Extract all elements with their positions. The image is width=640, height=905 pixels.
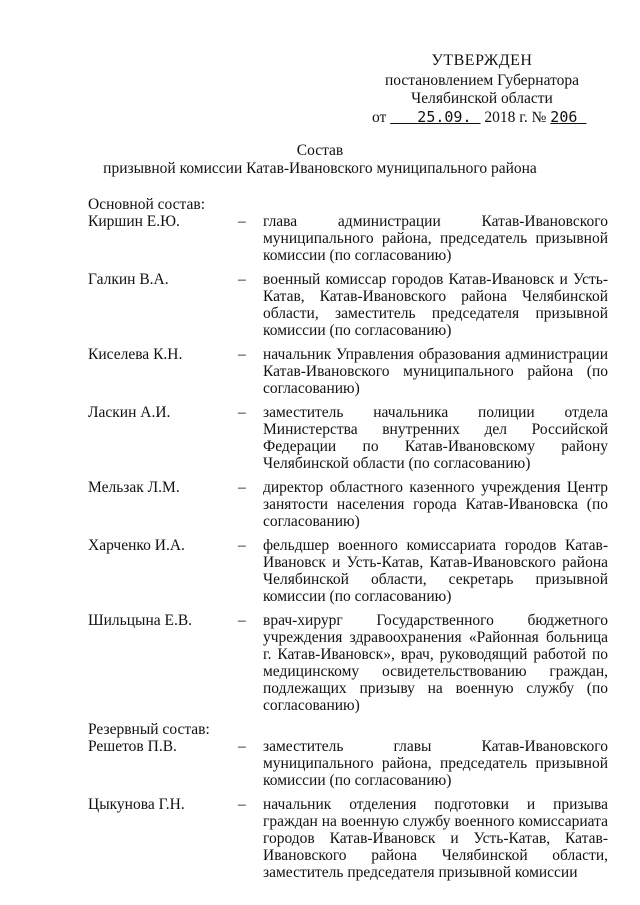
member-name: Киршин Е.Ю. <box>88 213 180 230</box>
member-role: директор областного казенного учреждения Центр занятости населения города Катав-Ивановска (по согласованию) <box>263 479 608 530</box>
member-name: Цыкунова Г.Н. <box>88 796 185 813</box>
approval-prefix: от <box>372 109 387 126</box>
approval-line-1: постановлением Губернатора <box>384 72 580 89</box>
member-dash: – <box>238 612 246 629</box>
member-row <box>88 213 608 264</box>
member-row <box>88 271 608 339</box>
member-dash: – <box>238 738 246 755</box>
member-role: глава администрации Катав-Ивановского муниципального района, председатель призывной комиссии (по согласованию) <box>263 213 608 264</box>
member-name: Мельзак Л.М. <box>88 479 180 496</box>
member-row <box>88 479 608 530</box>
member-role: заместитель начальника полиции отдела Министерства внутренних дел Российской Федерации по Катав-Ивановскому району Челябинской области (по согласованию) <box>263 404 608 472</box>
member-name: Галкин В.А. <box>88 271 169 288</box>
member-row <box>88 346 608 397</box>
member-dash: – <box>238 404 246 421</box>
member-row <box>88 612 608 714</box>
reserve-section-heading: Резервный состав: <box>88 721 210 738</box>
approval-heading: УТВЕРЖДЕН <box>431 52 533 69</box>
member-role: фельдшер военного комиссариата городов Катав-Ивановск и Усть-Катав, Катав-Ивановского района Челябинской области, секретарь призывной комиссии (по согласованию) <box>263 537 608 605</box>
title-line-2: призывной комиссии Катав-Ивановского муниципального района <box>103 160 537 177</box>
approval-number: 206 <box>550 108 578 126</box>
approval-line-2: Челябинской области <box>411 90 553 107</box>
approval-date: 25.09. <box>417 108 472 126</box>
member-row <box>88 537 608 605</box>
member-name: Шильцына Е.В. <box>88 612 193 629</box>
approval-date-line <box>372 108 602 127</box>
member-dash: – <box>238 479 246 496</box>
reserve-members <box>88 738 608 881</box>
member-dash: – <box>238 346 246 363</box>
member-dash: – <box>238 796 246 813</box>
main-members <box>88 213 608 714</box>
member-role: заместитель главы Катав-Ивановского муниципального района, председатель призывной комиссии (по согласованию) <box>263 738 608 789</box>
member-role: военный комиссар городов Катав-Ивановск и Усть-Катав, Катав-Ивановского района Челябинской области, заместитель председателя призывной комиссии (по согласованию) <box>263 271 608 339</box>
member-name: Решетов П.В. <box>88 738 177 755</box>
member-row <box>88 738 608 789</box>
main-section-heading: Основной состав: <box>88 196 206 213</box>
member-role: начальник Управления образования администрации Катав-Ивановского муниципального района (по согласованию) <box>263 346 608 397</box>
member-role: начальник отделения подготовки и призыва граждан на военную службу военного комиссариата городов Катав-Ивановск и Усть-Катав, Катав-Ивановского района Челябинской области, заместитель председателя призывной комиссии <box>263 796 608 881</box>
member-name: Киселева К.Н. <box>88 346 183 363</box>
member-dash: – <box>238 537 246 554</box>
member-row <box>88 404 608 472</box>
approval-year: 2018 г. № <box>484 109 547 126</box>
member-row <box>88 796 608 881</box>
commission-list <box>88 196 608 888</box>
member-name: Харченко И.А. <box>88 537 185 554</box>
member-dash: – <box>238 271 246 288</box>
approval-block <box>362 52 602 127</box>
document-title <box>0 142 640 178</box>
member-dash: – <box>238 213 246 230</box>
member-name: Ласкин А.И. <box>88 404 171 421</box>
member-role: врач-хирург Государственного бюджетного учреждения здравоохранения «Районная больница г. Катав-Ивановск», врач, руководящий работой по медицинскому освидетельствованию граждан, подлежащих призыву на военную службу (по согласованию) <box>263 612 608 714</box>
title-line-1: Состав <box>296 142 344 159</box>
